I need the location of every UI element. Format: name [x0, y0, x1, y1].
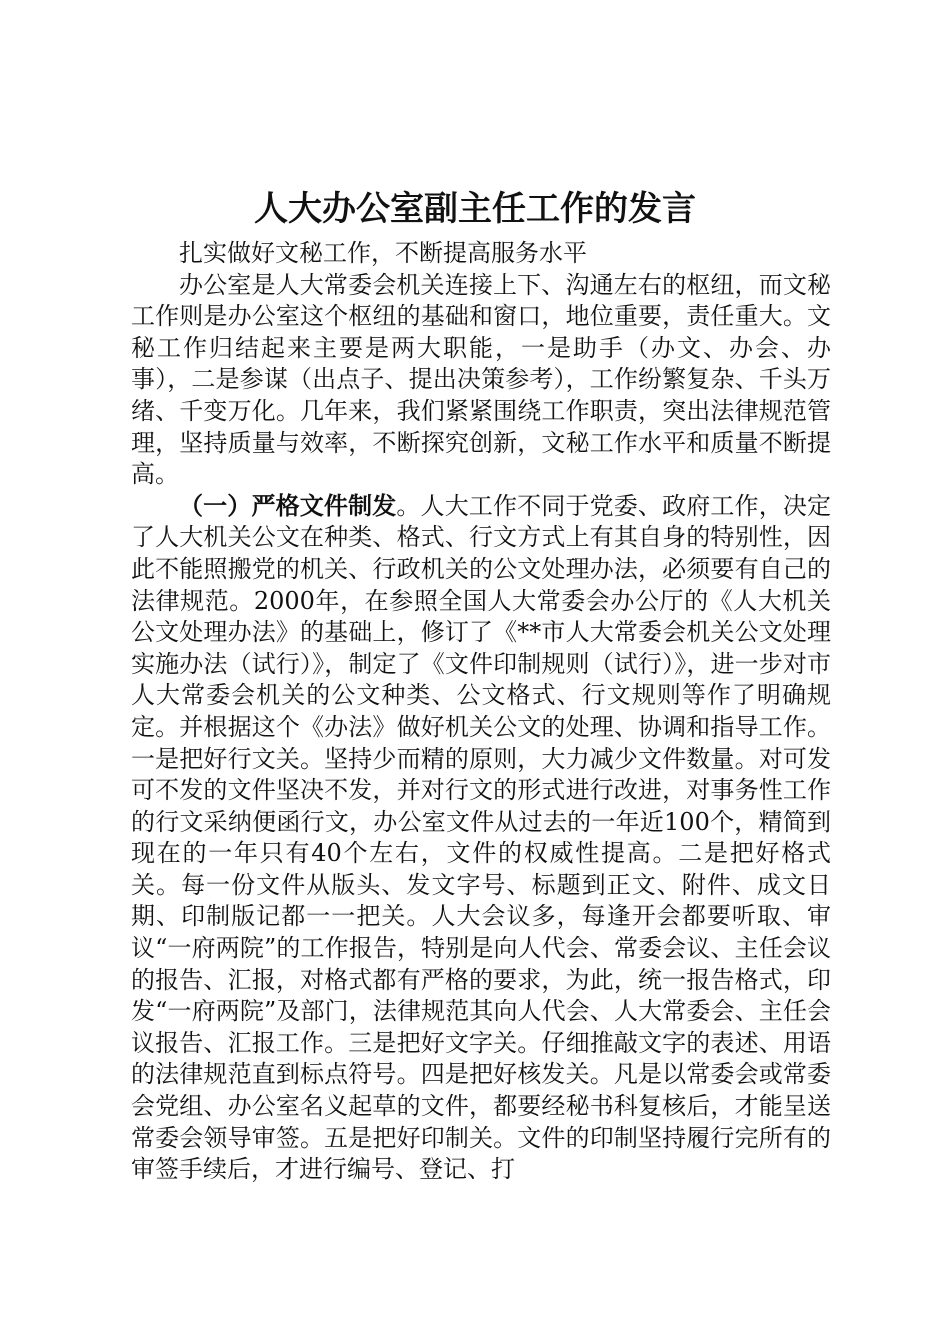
paragraph-section-1 — [131, 491, 831, 1186]
section-1-heading: （一）严格文件制发 — [179, 491, 397, 520]
document-body — [131, 238, 831, 1186]
document-title: 人大办公室副主任工作的发言 — [254, 189, 696, 229]
section-1-text: 。人大工作不同于党委、政府工作，决定了人大机关公文在种类、格式、行文方式上有其自身的特别性，因此不能照搬党的机关、行政机关的公文处理办法，必须要有自己的法律规范。2000年，在参照全国人大常委会办公厅的《人大机关公文处理办法》的基础上，修订了《**市人大常委会机关公文处理实施办法（试行）》，制定了《文件印制规则（试行）》，进一步对市人大常委会机关的公文种类、公文格式、行文规则等作了明确规定。并根据这个《办法》做好机关公文的处理、协调和指导工作。一是把好行文关。坚持少而精的原则，大力减少文件数量。对可发可不发的文件坚决不发，并对行文的形式进行改进，对事务性工作的行文采纳便函行文，办公室文件从过去的一年近100个，精简到现在的一年只有40个左右，文件的权威性提高。二是把好格式关。每一份文件从版头、发文字号、标题到正文、附件、成文日期、印制版记都一一把关。人大会议多，每逢开会都要听取、审议“一府两院”的工作报告，特别是向人代会、常委会议、主任会议的报告、汇报，对格式都有严格的要求，为此，统一报告格式，印发“一府两院”及部门，法律规范其向人代会、人大常委会、主任会议报告、汇报工作。三是把好文字关。仔细推敲文字的表述、用语的法律规范直到标点符号。四是把好核发关。凡是以常委会或常委会党组、办公室名义起草的文件，都要经秘书科复核后，才能呈送常委会领导审签。五是把好印制关。文件的印制坚持履行完所有的审签手续后，才进行编号、登记、打 — [131, 491, 832, 1184]
document-subtitle: 扎实做好文秘工作，不断提高服务水平 — [179, 239, 587, 267]
paragraph-intro: 办公室是人大常委会机关连接上下、沟通左右的枢纽，而文秘工作则是办公室这个枢纽的基础和窗口，地位重要，责任重大。文秘工作归结起来主要是两大职能，一是助手（办文、办会、办事），二是参谋（出点子、提出决策参考），工作纷繁复杂、千头万绪、千变万化。几年来，我们紧紧围绕工作职责，突出法律规范管理，坚持质量与效率，不断探究创新，文秘工作水平和质量不断提高。 — [131, 270, 831, 489]
